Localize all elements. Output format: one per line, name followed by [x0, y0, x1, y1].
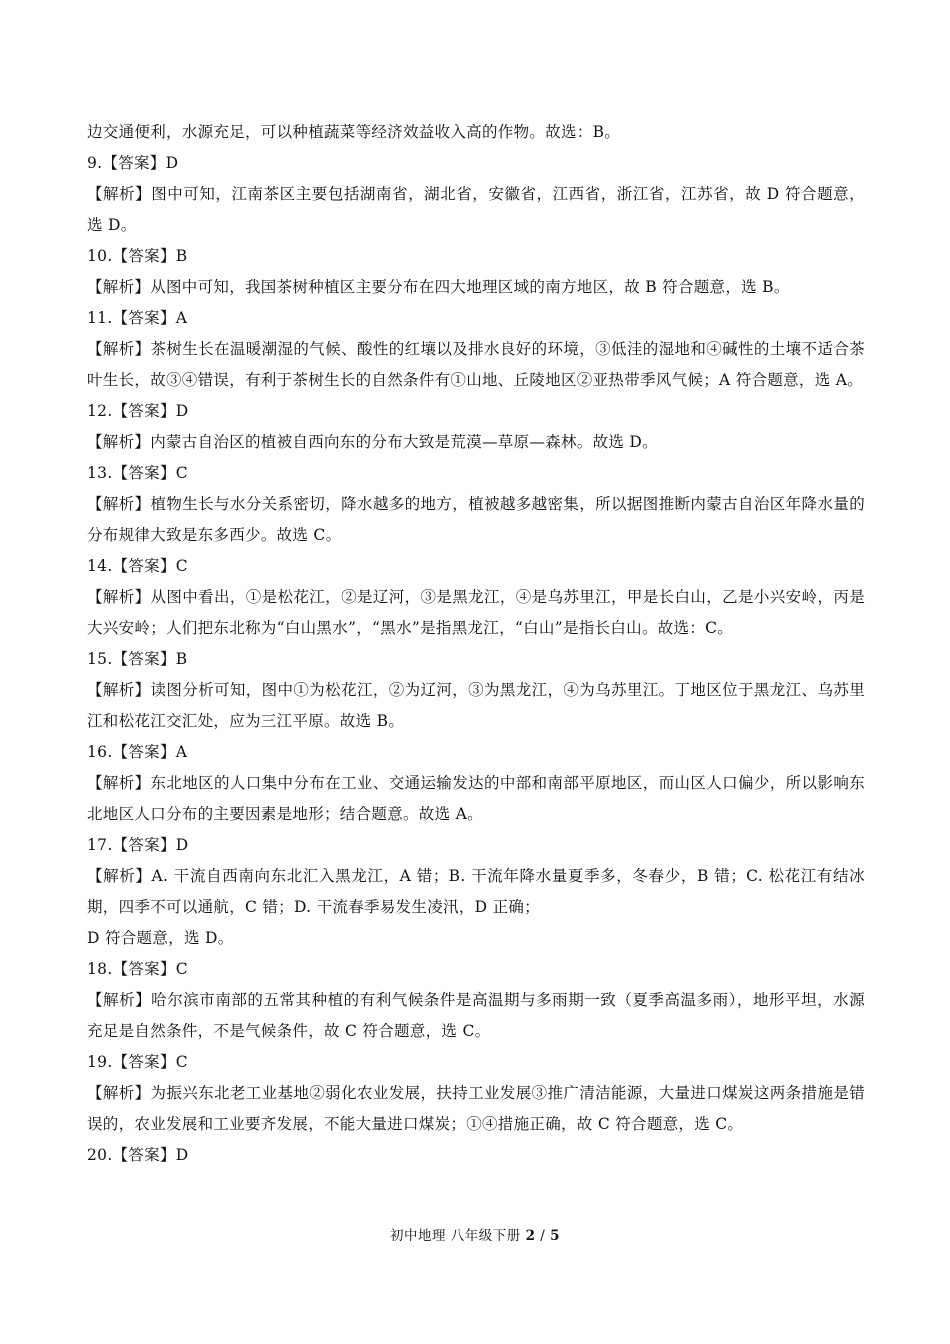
analysis-line: 【解析】图中可知，江南茶区主要包括湖南省，湖北省，安徽省，江西省，浙江省，江苏省，故 D 符合题意，选 D。 — [87, 185, 865, 234]
answer-line: 10.【答案】B — [87, 247, 188, 265]
page-footer — [0, 1224, 950, 1244]
analysis-line: 【解析】哈尔滨市南部的五常其种植的有利气候条件是高温期与多雨期一致（夏季高温多雨），地形平坦，水源充足是自然条件，不是气候条件，故 C 符合题意，选 C。 — [87, 991, 865, 1040]
footer-separator: / — [535, 1228, 551, 1244]
answer-line: 11.【答案】A — [87, 309, 188, 327]
footer-subject: 初中地理 八年级下册 — [389, 1228, 526, 1244]
footer-page-number: 2 — [525, 1228, 536, 1244]
answer-line: 19.【答案】C — [87, 1053, 188, 1071]
analysis-line: 【解析】A. 干流自西南向东北汇入黑龙江，A 错；B. 干流年降水量夏季多，冬春少，B 错；C. 松花江有结冰期，四季不可以通航，C 错；D. 干流春季易发生凌汛，D 正确； — [87, 867, 865, 916]
analysis-line: 【解析】茶树生长在温暖潮湿的气候、酸性的红壤以及排水良好的环境，③低洼的湿地和④碱性的土壤不适合茶叶生长，故③④错误，有利于茶树生长的自然条件有①山地、丘陵地区②亚热带季风气候；A 符合题意，选 A。 — [87, 340, 865, 389]
answer-line: 15.【答案】B — [87, 650, 188, 668]
analysis-line: 【解析】从图中看出，①是松花江，②是辽河，③是黑龙江，④是乌苏里江，甲是长白山，乙是小兴安岭，丙是大兴安岭；人们把东北称为“白山黑水”，“黑水”是指黑龙江，“白山”是指长白山。故选：C。 — [87, 588, 865, 637]
answer-line: 12.【答案】D — [87, 402, 189, 420]
analysis-line: 【解析】植物生长与水分关系密切，降水越多的地方，植被越多越密集，所以据图推断内蒙古自治区年降水量的分布规律大致是东多西少。故选 C。 — [87, 495, 865, 544]
answer-line: 18.【答案】C — [87, 960, 188, 978]
analysis-line: 【解析】读图分析可知，图中①为松花江，②为辽河，③为黑龙江，④为乌苏里江。丁地区位于黑龙江、乌苏里江和松花江交汇处，应为三江平原。故选 B。 — [87, 681, 865, 730]
analysis-line: 【解析】为振兴东北老工业基地②弱化农业发展，扶持工业发展③推广清洁能源，大量进口煤炭这两条措施是错误的，农业发展和工业要齐发展，不能大量进口煤炭；①④措施正确，故 C 符合题意，选 C。 — [87, 1084, 865, 1133]
analysis-line: 【解析】从图中可知，我国茶树种植区主要分布在四大地理区域的南方地区，故 B 符合题意，选 B。 — [87, 278, 790, 296]
analysis-line: 【解析】内蒙古自治区的植被自西向东的分布大致是荒漠—草原—森林。故选 D。 — [87, 433, 658, 451]
answer-line: 13.【答案】C — [87, 464, 188, 482]
answer-line: 20.【答案】D — [87, 1146, 189, 1164]
answer-line: 16.【答案】A — [87, 743, 188, 761]
answer-line: 14.【答案】C — [87, 557, 188, 575]
answer-line: 17.【答案】D — [87, 836, 189, 854]
answer-line: 9.【答案】D — [87, 154, 179, 172]
text-line: 边交通便利，水源充足，可以种植蔬菜等经济效益收入高的作物。故选：B。 — [87, 123, 621, 141]
analysis-line: 【解析】东北地区的人口集中分布在工业、交通运输发达的中部和南部平原地区，而山区人口偏少，所以影响东北地区人口分布的主要因素是地形；结合题意。故选 A。 — [87, 774, 865, 823]
footer-page-total: 5 — [550, 1228, 561, 1244]
text-line: D 符合题意，选 D。 — [87, 929, 234, 947]
answer-content — [87, 117, 865, 1171]
